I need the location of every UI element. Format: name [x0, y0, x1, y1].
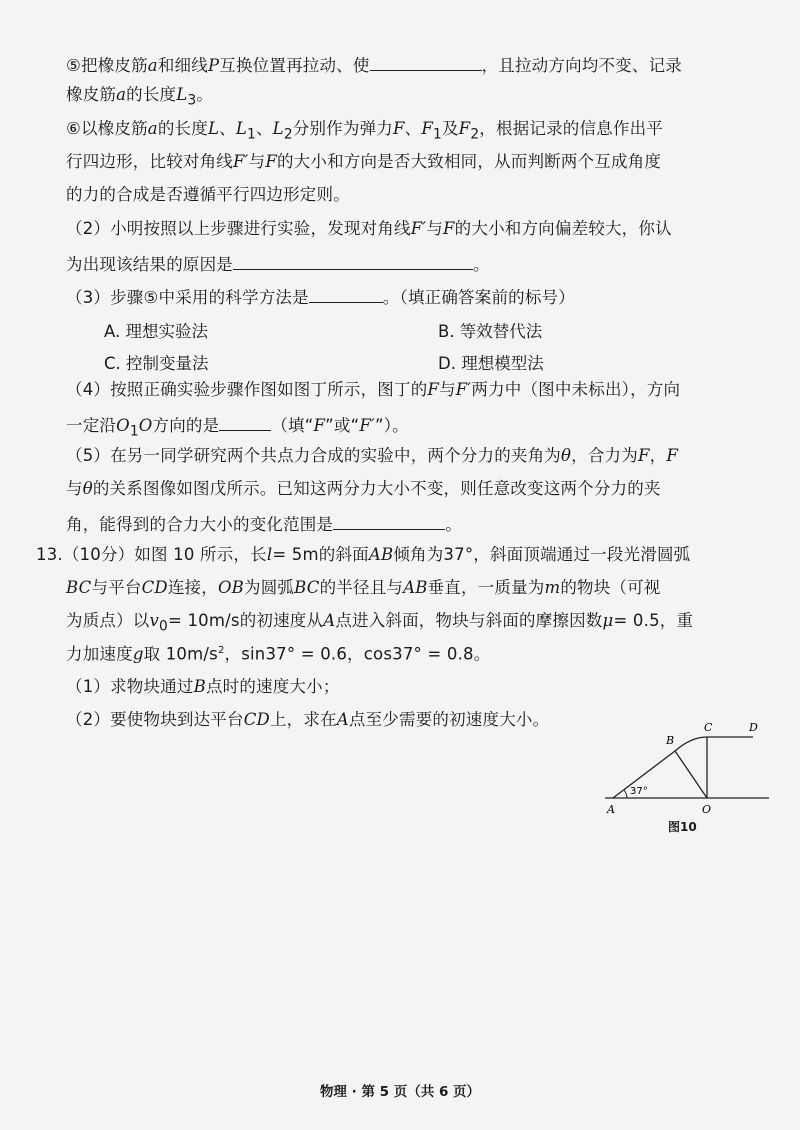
q2-line2: 为出现该结果的原因是 。	[66, 255, 490, 274]
arc-bc	[675, 737, 707, 751]
step6-line1: ⑥以橡皮筋a的长度L、$L_1$、$L_2$分别作为弹力F、$F_1$及$F_2$，根据记录的信息作出平	[66, 119, 663, 143]
q13-line1: 13.（10分）如图 10 所示，长l= 5m的斜面AB倾角为37°，斜面顶端通过一段光滑圆弧	[36, 545, 691, 564]
q13-line4: 力加速度g取 $10m/s^2$，sin37° = 0.6，cos37° = 0.8。	[66, 644, 491, 664]
q13-part2: （2）要使物块到达平台CD上，求在A点至少需要的初速度大小。	[66, 710, 550, 729]
q13-line3: 为质点）以$v_0= 10m/s$的初速度从A点进入斜面，物块与斜面的摩擦因数μ= 0.5，重	[66, 611, 694, 635]
q13-part1: （1）求物块通过B点时的速度大小；	[66, 677, 340, 696]
label-c: C	[704, 721, 713, 734]
step5-line2: 橡皮筋a的长度$L_3$。	[66, 85, 214, 109]
q5-line1: （5）在另一同学研究两个共点力合成的实验中，两个分力的夹角为θ，合力为F，F	[66, 446, 678, 465]
q5-line2: 与θ的关系图像如图戊所示。已知这两分力大小不变，则任意改变这两个分力的夹	[66, 479, 661, 498]
figure-caption: 图10	[668, 820, 697, 834]
q2-line1: （2）小明按照以上步骤进行实验，发现对角线F′与F的大小和方向偏差较大，你认	[66, 219, 672, 238]
label-d: D	[749, 721, 758, 734]
answer-blank-q2[interactable]	[233, 254, 473, 270]
label-angle: 37°	[630, 786, 648, 797]
radius-ob	[675, 751, 707, 798]
label-a: A	[607, 803, 615, 816]
q3-line1: （3）步骤⑤中采用的科学方法是 。（填正确答案前的标号）	[66, 288, 575, 307]
q5-line3: 角，能得到的合力大小的变化范围是 。	[66, 515, 462, 534]
figure-10-diagram	[603, 718, 773, 818]
page-footer: 物理 · 第 5 页（共 6 页）	[319, 1084, 481, 1100]
option-b: B. 等效替代法	[438, 322, 543, 341]
angle-arc	[624, 790, 627, 798]
label-o: O	[702, 803, 712, 816]
option-a: A. 理想实验法	[104, 322, 208, 341]
q13-line2: BC与平台CD连接，OB为圆弧BC的半径且与AB垂直，一质量为m的物块（可视	[66, 578, 661, 597]
q4-line1: （4）按照正确实验步骤作图如图丁所示，图丁的F与F′两力中（图中未标出），方向	[66, 380, 681, 399]
answer-blank-q4[interactable]	[219, 415, 271, 431]
answer-blank-q5[interactable]	[333, 514, 445, 530]
q4-line2: 一定沿$O_1O$方向的是 （填“F”或“F′”）。	[66, 416, 409, 440]
option-c: C. 控制变量法	[104, 354, 209, 373]
step6-line2: 行四边形，比较对角线F′与F的大小和方向是否大致相同，从而判断两个互成角度	[66, 152, 662, 171]
step5-line1: ⑤把橡皮筋a和细线P互换位置再拉动、使 ，且拉动方向均不变、记录	[66, 56, 682, 75]
step6-line3: 的力的合成是否遵循平行四边形定则。	[66, 185, 350, 204]
answer-blank-q3[interactable]	[309, 287, 383, 303]
label-b: B	[666, 734, 675, 747]
option-d: D. 理想模型法	[438, 354, 544, 373]
answer-blank-step5[interactable]	[370, 55, 482, 71]
